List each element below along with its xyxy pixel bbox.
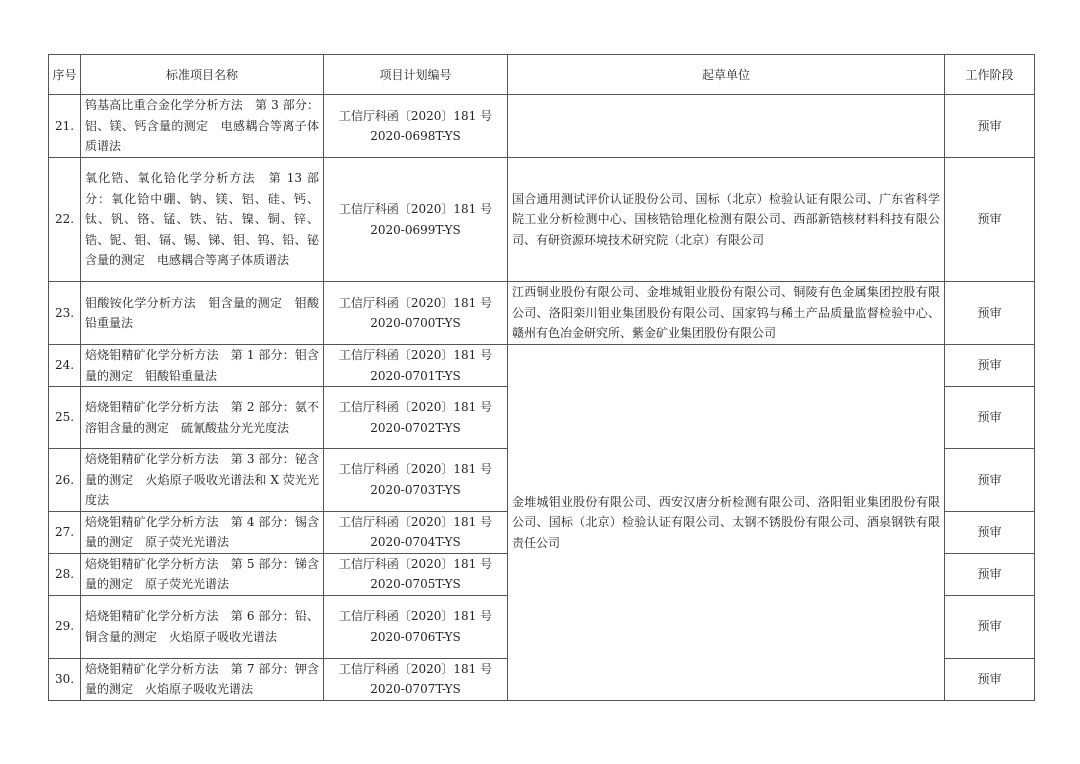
- stage-cell: 预审: [945, 158, 1035, 282]
- stage-cell: 预审: [945, 595, 1035, 658]
- header-row: [49, 55, 1035, 95]
- plan-number: [324, 282, 508, 345]
- stage-cell: 预审: [945, 345, 1035, 387]
- table-row: [49, 282, 1035, 345]
- project-name: 钨基高比重合金化学分析方法 第 3 部分：铝、镁、钙含量的测定 电感耦合等离子体质谱法: [81, 95, 324, 158]
- plan-number: [324, 511, 508, 553]
- project-name: 焙烧钼精矿化学分析方法 第 4 部分：锡含量的测定 原子荧光光谱法: [81, 511, 324, 553]
- standards-table: [48, 54, 1035, 701]
- stage-cell: 预审: [945, 511, 1035, 553]
- plan-code: 2020-0705T-YS: [370, 577, 461, 591]
- row-number: 23.: [49, 282, 81, 345]
- project-name: 焙烧钼精矿化学分析方法 第 2 部分：氨不溶钼含量的测定 硫氰酸盐分光光度法: [81, 387, 324, 449]
- drafter-cell: [508, 95, 945, 158]
- plan-code: 2020-0702T-YS: [370, 420, 461, 435]
- plan-number: [324, 345, 508, 387]
- stage-cell: 预审: [945, 658, 1035, 700]
- project-name: 焙烧钼精矿化学分析方法 第 3 部分：铋含量的测定 火焰原子吸收光谱法和 X 荧光光度法: [81, 449, 324, 512]
- plan-number: [324, 449, 508, 512]
- plan-doc: 工信厅科函〔2020〕181 号: [338, 348, 493, 362]
- plan-doc: 工信厅科函〔2020〕181 号: [338, 400, 493, 414]
- plan-code: 2020-0706T-YS: [370, 629, 461, 644]
- stage-cell: 预审: [945, 553, 1035, 595]
- project-name: 钼酸铵化学分析方法 钼含量的测定 钼酸铅重量法: [81, 282, 324, 345]
- row-number: 22.: [49, 158, 81, 282]
- plan-doc: 工信厅科函〔2020〕181 号: [338, 462, 493, 477]
- drafter-cell: 金堆城钼业股份有限公司、西安汉唐分析检测有限公司、洛阳钼业集团股份有限公司、国标（北京）检验认证有限公司、太钢不锈股份有限公司、酒泉钢铁有限责任公司: [508, 345, 945, 701]
- plan-number: [324, 95, 508, 158]
- row-number: 29.: [49, 595, 81, 658]
- header-seq: 序号: [49, 55, 81, 95]
- plan-doc: 工信厅科函〔2020〕181 号: [338, 202, 493, 216]
- project-name: 氧化锆、氧化铪化学分析方法 第 13 部分：氧化铪中硼、钠、镁、铝、硅、钙、钛、钒、铬、锰、铁、钴、镍、铜、锌、锆、铌、钼、镉、锡、锑、钼、钨、铅、铋含量的测定 电感耦合等离子体质谱法: [81, 158, 324, 282]
- row-number: 30.: [49, 658, 81, 700]
- row-number: 26.: [49, 449, 81, 512]
- row-number: 24.: [49, 345, 81, 387]
- plan-number: [324, 553, 508, 595]
- drafter-cell: 国合通用测试评价认证股份公司、国标（北京）检验认证有限公司、广东省科学院工业分析检测中心、国核锆铪理化检测有限公司、西部新锆核材料科技有限公司、有研资源环境技术研究院（北京）有限公司: [508, 158, 945, 282]
- plan-doc: 工信厅科函〔2020〕181 号: [338, 514, 493, 529]
- project-name: 焙烧钼精矿化学分析方法 第 7 部分：钾含量的测定 火焰原子吸收光谱法: [81, 658, 324, 700]
- plan-code: 2020-0700T-YS: [370, 316, 461, 330]
- plan-code: 2020-0704T-YS: [370, 535, 461, 549]
- stage-cell: 预审: [945, 449, 1035, 512]
- plan-number: [324, 158, 508, 282]
- plan-doc: 工信厅科函〔2020〕181 号: [338, 661, 493, 676]
- plan-code: 2020-0703T-YS: [370, 482, 461, 497]
- plan-number: [324, 387, 508, 449]
- plan-code: 2020-0698T-YS: [370, 129, 461, 143]
- project-name: 焙烧钼精矿化学分析方法 第 5 部分：锑含量的测定 原子荧光光谱法: [81, 553, 324, 595]
- plan-doc: 工信厅科函〔2020〕181 号: [338, 295, 493, 310]
- table-row: [49, 95, 1035, 158]
- header-drafter: 起草单位: [508, 55, 945, 95]
- plan-number: [324, 658, 508, 700]
- plan-doc: 工信厅科函〔2020〕181 号: [338, 108, 493, 123]
- stage-cell: 预审: [945, 387, 1035, 449]
- plan-code: 2020-0701T-YS: [370, 368, 461, 383]
- plan-doc: 工信厅科函〔2020〕181 号: [338, 556, 493, 571]
- project-name: 焙烧钼精矿化学分析方法 第 6 部分：铅、铜含量的测定 火焰原子吸收光谱法: [81, 595, 324, 658]
- row-number: 27.: [49, 511, 81, 553]
- table-row: [49, 345, 1035, 387]
- stage-cell: 预审: [945, 282, 1035, 345]
- plan-doc: 工信厅科函〔2020〕181 号: [338, 609, 493, 623]
- header-name: 标准项目名称: [81, 55, 324, 95]
- row-number: 28.: [49, 553, 81, 595]
- table-row: [49, 158, 1035, 282]
- project-name: 焙烧钼精矿化学分析方法 第 1 部分：钼含量的测定 钼酸铅重量法: [81, 345, 324, 387]
- drafter-cell: 江西铜业股份有限公司、金堆城钼业股份有限公司、铜陵有色金属集团控股有限公司、洛阳栾川钼业集团股份有限公司、国家钨与稀土产品质量监督检验中心、赣州有色冶金研究所、紫金矿业集团股份有限公司: [508, 282, 945, 345]
- plan-code: 2020-0707T-YS: [370, 682, 461, 696]
- row-number: 21.: [49, 95, 81, 158]
- plan-code: 2020-0699T-YS: [370, 222, 461, 237]
- row-number: 25.: [49, 387, 81, 449]
- header-plan: 项目计划编号: [324, 55, 508, 95]
- plan-number: [324, 595, 508, 658]
- header-stage: 工作阶段: [945, 55, 1035, 95]
- stage-cell: 预审: [945, 95, 1035, 158]
